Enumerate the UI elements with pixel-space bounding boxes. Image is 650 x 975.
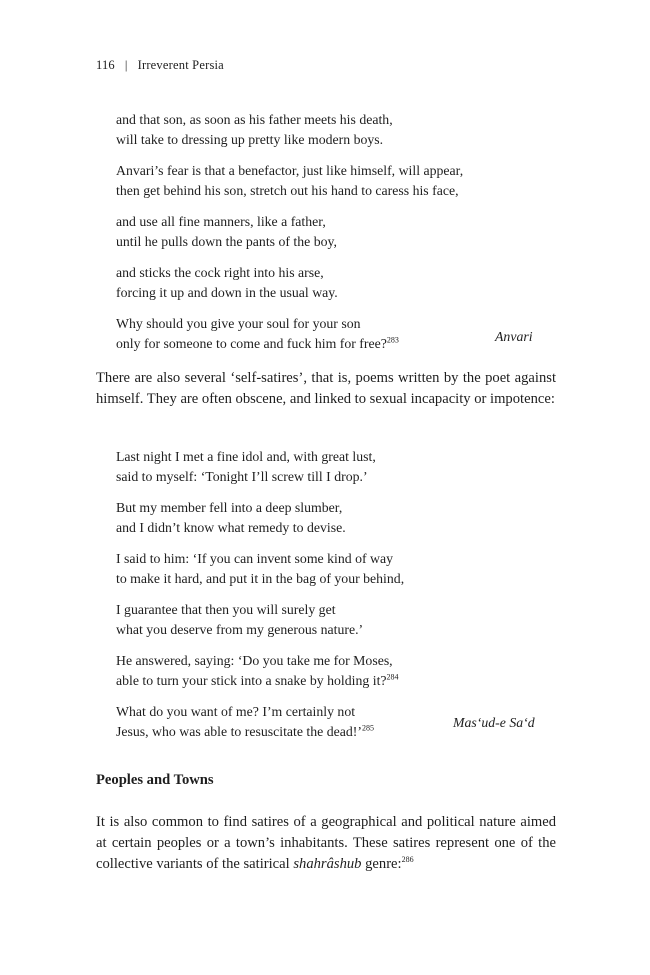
footnote-ref: 285 [361,723,374,733]
verse-line: until he pulls down the pants of the boy, [116,234,337,249]
stanza [116,110,536,150]
verse-line: said to myself: ‘Tonight I’ll screw till I drop.’ [116,469,368,484]
verse-text: only for someone to come and fuck him for free? [116,336,387,351]
verse-line: will take to dressing up pretty like modern boys. [116,132,384,147]
verse-line: and I didn’t know what remedy to devise. [116,520,346,535]
stanza [116,549,536,589]
verse-line: What do you want of me? I’m certainly not [116,704,356,719]
stanza [116,263,536,303]
stanza [116,447,536,487]
stanza [116,600,536,640]
paragraph-tail: genre: [361,856,402,872]
body-paragraph: There are also several ‘self-satires’, that is, poems written by the poet against himself. They are often obscene, and linked to sexual incapacity or impotence: [96,370,556,407]
stanza [116,314,536,354]
verse-line [116,334,536,354]
verse-line: forcing it up and down in the usual way. [116,285,338,300]
verse-line: and sticks the cock right into his arse, [116,265,324,280]
footnote-ref: 286 [401,855,414,865]
poem-masud [116,447,536,753]
footnote-ref: 283 [386,335,399,345]
verse-line: But my member fell into a deep slumber, [116,500,343,515]
verse-text: able to turn your stick into a snake by holding it? [116,673,387,688]
stanza [116,161,536,201]
verse-line: to make it hard, and put it in the bag of your behind, [116,571,405,586]
verse-line: I said to him: ‘If you can invent some kind of way [116,551,394,566]
body-paragraph [96,812,556,875]
stanza [116,651,536,691]
verse-text: Jesus, who was able to resuscitate the dead!’ [116,724,362,739]
paragraph-text: It is also common to find satires of a geographical and political nature aimed at certain peoples or a town’s inhabitants. These satires represent one of the collective variants of the satirical [96,814,556,872]
verse-line: Why should you give your soul for your son [116,316,361,331]
verse-line: what you deserve from my generous nature.’ [116,622,364,637]
poem-attribution: Mas‘ud-e Sa‘d [453,715,535,730]
running-head [96,58,224,73]
verse-line: He answered, saying: ‘Do you take me for Moses, [116,653,393,668]
verse-line [116,671,536,691]
italic-term: shahrâshub [293,856,362,872]
verse-line: I guarantee that then you will surely get [116,602,336,617]
verse-line: and that son, as soon as his father meets his death, [116,112,393,127]
book-title: Irreverent Persia [137,58,224,72]
verse-line: and use all fine manners, like a father, [116,214,326,229]
stanza [116,498,536,538]
page-number: 116 [96,58,115,72]
running-head-separator: | [124,58,128,72]
verse-line: Last night I met a fine idol and, with great lust, [116,449,376,464]
verse-line: Anvari’s fear is that a benefactor, just like himself, will appear, [116,163,464,178]
section-heading: Peoples and Towns [96,772,214,788]
footnote-ref: 284 [386,672,399,682]
stanza [116,212,536,252]
poem-attribution: Anvari [495,329,533,344]
poem-anvari [116,110,536,365]
verse-line: then get behind his son, stretch out his hand to caress his face, [116,183,459,198]
